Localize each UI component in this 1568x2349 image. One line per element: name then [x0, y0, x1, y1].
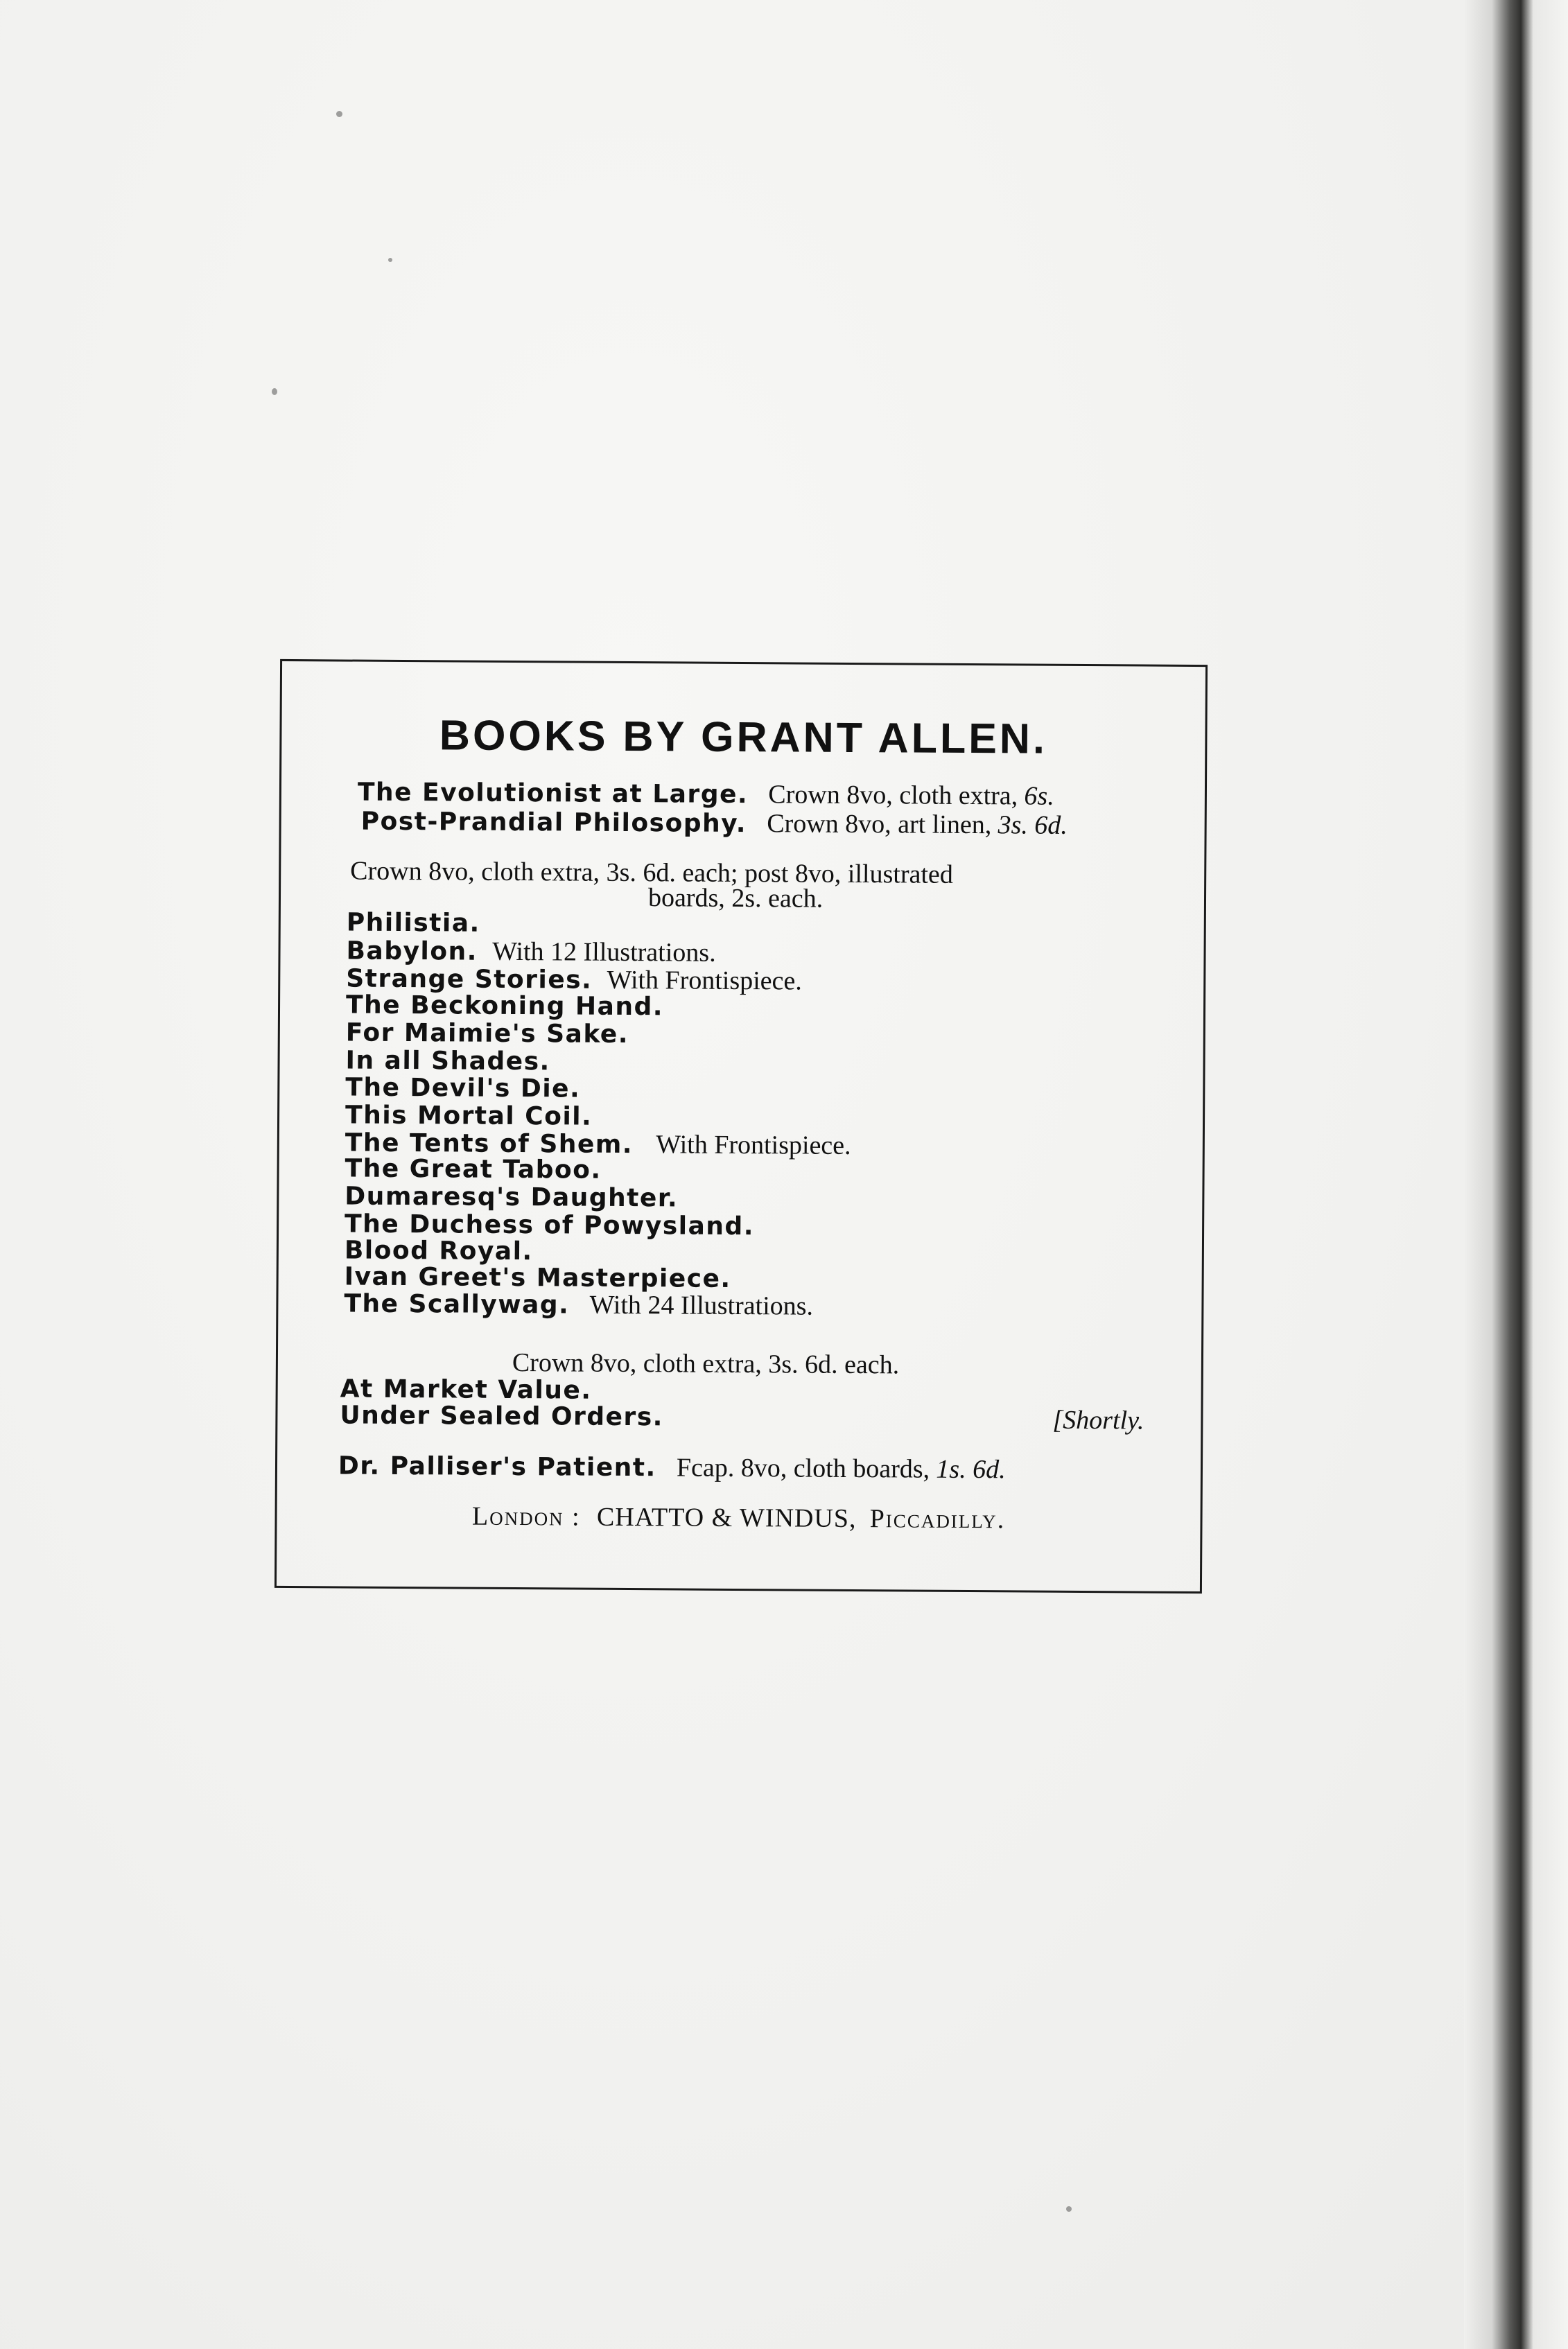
- book-title: This Mortal Coil.: [345, 1101, 593, 1131]
- book-title: Dr. Palliser's Patient.: [338, 1451, 656, 1483]
- book-title: Dumaresq's Daughter.: [345, 1182, 679, 1213]
- book-detail: With 24 Illustrations.: [589, 1290, 814, 1321]
- book-title: The Scallywag.: [344, 1289, 570, 1320]
- group-header: Crown 8vo, cloth extra, 3s. 6d. each; post 8vo, illustrated: [350, 856, 953, 889]
- imprint-city: London :: [471, 1501, 581, 1532]
- list-item: [346, 1020, 629, 1049]
- book-title: The Evolutionist at Large.: [357, 778, 749, 810]
- paper-speck: [1066, 2206, 1072, 2212]
- book-detail: With 12 Illustrations.: [492, 936, 716, 968]
- book-title: At Market Value.: [340, 1374, 592, 1405]
- book-title: Ivan Greet's Masterpiece.: [344, 1262, 731, 1293]
- list-item: [340, 1401, 1201, 1435]
- publication-note: [Shortly.: [1052, 1405, 1144, 1435]
- book-spine-edge: [1464, 0, 1568, 2349]
- book-title: The Tents of Shem.: [345, 1128, 634, 1160]
- book-title: For Maimie's Sake.: [345, 1018, 629, 1049]
- list-item: [344, 1290, 813, 1321]
- paper-speck: [272, 388, 277, 395]
- list-item: [358, 778, 1054, 811]
- list-item: [345, 1047, 550, 1076]
- list-item: [345, 1074, 580, 1103]
- imprint-street: Piccadilly.: [869, 1504, 1006, 1535]
- book-detail: With Frontispiece.: [607, 965, 802, 996]
- book-title: Post-Prandial Philosophy.: [360, 807, 747, 839]
- group-header: Crown 8vo, cloth extra, 3s. 6d. each.: [512, 1347, 900, 1380]
- paper-speck: [388, 258, 392, 262]
- book-price: 3s. 6d.: [998, 810, 1068, 840]
- list-item: [347, 909, 480, 938]
- book-price: 6s.: [1024, 781, 1054, 811]
- book-title: The Duchess of Powysland.: [345, 1210, 755, 1241]
- list-item: [361, 807, 1068, 840]
- list-item: [345, 1264, 731, 1293]
- book-title: Babylon.: [346, 936, 478, 966]
- book-detail: Crown 8vo, art linen,: [767, 809, 992, 840]
- book-title: In all Shades.: [345, 1046, 550, 1076]
- advertisement-box: [275, 659, 1208, 1593]
- book-title: The Beckoning Hand.: [345, 990, 664, 1022]
- book-detail: Fcap. 8vo, cloth boards,: [676, 1453, 930, 1484]
- paper-speck: [336, 111, 342, 117]
- book-title: The Devil's Die.: [345, 1073, 581, 1103]
- list-item: [345, 1155, 601, 1185]
- book-detail: With Frontispiece.: [656, 1130, 851, 1160]
- list-item: [345, 1102, 592, 1131]
- book-title: The Great Taboo.: [345, 1154, 602, 1185]
- imprint-publisher: CHATTO & WINDUS,: [596, 1502, 857, 1534]
- book-detail: Crown 8vo, cloth extra,: [768, 780, 1018, 811]
- book-title: Strange Stories.: [346, 964, 593, 995]
- book-title: Under Sealed Orders.: [340, 1401, 663, 1432]
- list-item: [345, 1183, 678, 1213]
- book-title: Blood Royal.: [344, 1236, 533, 1266]
- list-item: [340, 1375, 592, 1404]
- list-item: [346, 937, 715, 968]
- list-item: [346, 992, 663, 1022]
- ad-title: BOOKS BY GRANT ALLEN.: [439, 711, 1048, 762]
- list-item: [338, 1451, 1006, 1484]
- list-item: [345, 1237, 533, 1266]
- publisher-imprint: [277, 1501, 1200, 1535]
- book-title: Philistia.: [346, 908, 480, 938]
- group-header-continued: boards, 2s. each.: [647, 883, 824, 914]
- book-price: 1s. 6d.: [936, 1454, 1006, 1485]
